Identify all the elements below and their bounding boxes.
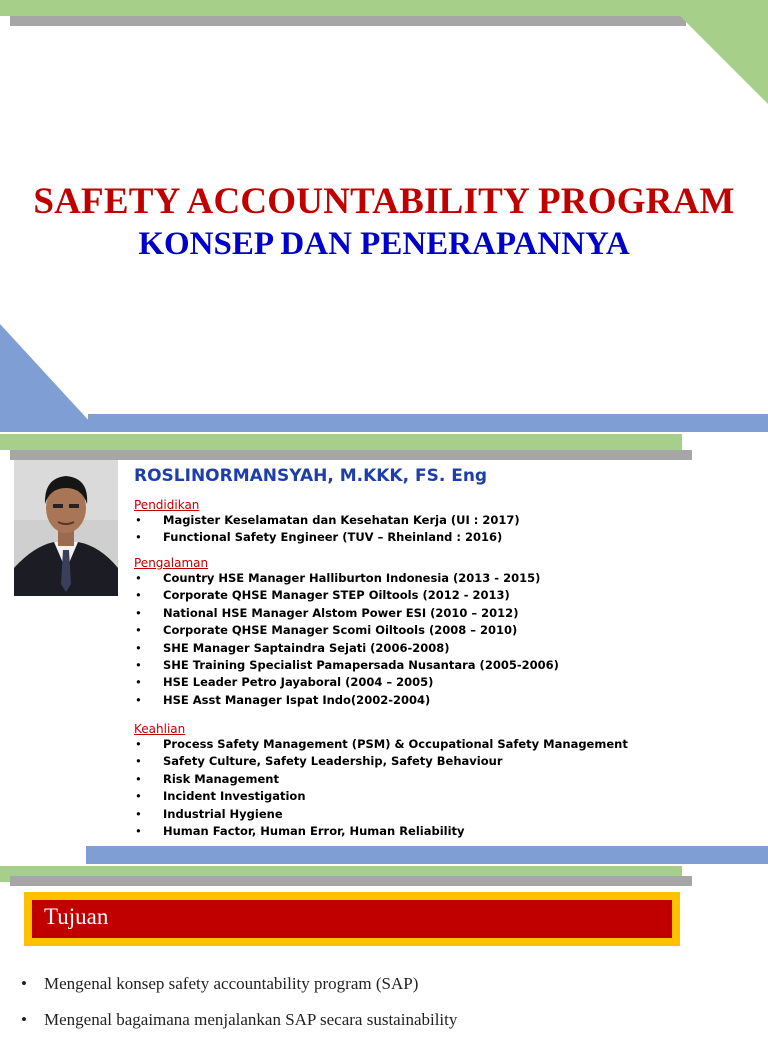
slide1-top-green-bar [0,0,768,16]
speaker-name: ROSLINORMANSYAH, M.KKK, FS. Eng [134,466,488,486]
list-item: • Risk Management [134,771,628,788]
goal-title-banner [32,900,672,938]
section-pendidikan [134,498,520,547]
section-keahlian [134,722,628,840]
pengalaman-list [134,570,559,709]
list-item: • Functional Safety Engineer (TUV – Rheinland : 2016) [134,529,520,546]
list-item: • Corporate QHSE Manager Scomi Oiltools (2008 – 2010) [134,622,559,639]
list-item: • Country HSE Manager Halliburton Indonesia (2013 - 2015) [134,570,559,587]
list-item: • Safety Culture, Safety Leadership, Safety Behaviour [134,753,628,770]
goal-title: Tujuan [44,904,109,929]
slide1-bottom-blue-strip [0,424,88,432]
list-item: • HSE Leader Petro Jayaboral (2004 – 2005) [134,674,559,691]
list-item: • Incident Investigation [134,788,628,805]
slide2-bottom-blue-bar [86,846,768,864]
slide1-bottom-blue-bar [88,414,768,432]
slide1-corner-triangle-bottom-left [0,324,92,424]
slide1-corner-triangle-top-right [664,0,768,104]
slide3-top-gray-bar [10,876,692,886]
list-item: • HSE Asst Manager Ispat Indo(2002-2004) [134,692,559,709]
slide2-top-green-bar [0,434,682,450]
section-pengalaman [134,556,559,709]
list-item: • National HSE Manager Alstom Power ESI (2010 – 2012) [134,605,559,622]
list-item: • SHE Manager Saptaindra Sejati (2006-2008) [134,640,559,657]
profile-photo [14,460,118,596]
goal-item: • Mengenal konsep safety accountability program (SAP) [18,966,457,1002]
section-heading-pendidikan: Pendidikan [134,498,200,512]
keahlian-list [134,736,628,840]
list-item: • Process Safety Management (PSM) & Occupational Safety Management [134,736,628,753]
profile-photo-image [14,460,118,596]
slide2-top-gray-bar [10,450,692,460]
list-item: • SHE Training Specialist Pamapersada Nusantara (2005-2006) [134,657,559,674]
section-heading-keahlian: Keahlian [134,722,186,736]
goal-item: • Mengenal bagaimana menjalankan SAP secara sustainability [18,1002,457,1038]
slide1-top-gray-bar [10,16,686,26]
goal-list [18,966,457,1038]
slide1-title-line1: SAFETY ACCOUNTABILITY PROGRAM [33,181,735,222]
list-item: • Human Factor, Human Error, Human Reliability [134,823,628,840]
pendidikan-list [134,512,520,547]
list-item: • Corporate QHSE Manager STEP Oiltools (2012 - 2013) [134,587,559,604]
section-heading-pengalaman: Pengalaman [134,556,209,570]
list-item: • Industrial Hygiene [134,806,628,823]
slide1-title-line2: KONSEP DAN PENERAPANNYA [138,226,630,262]
list-item: • Magister Keselamatan dan Kesehatan Kerja (UI : 2017) [134,512,520,529]
